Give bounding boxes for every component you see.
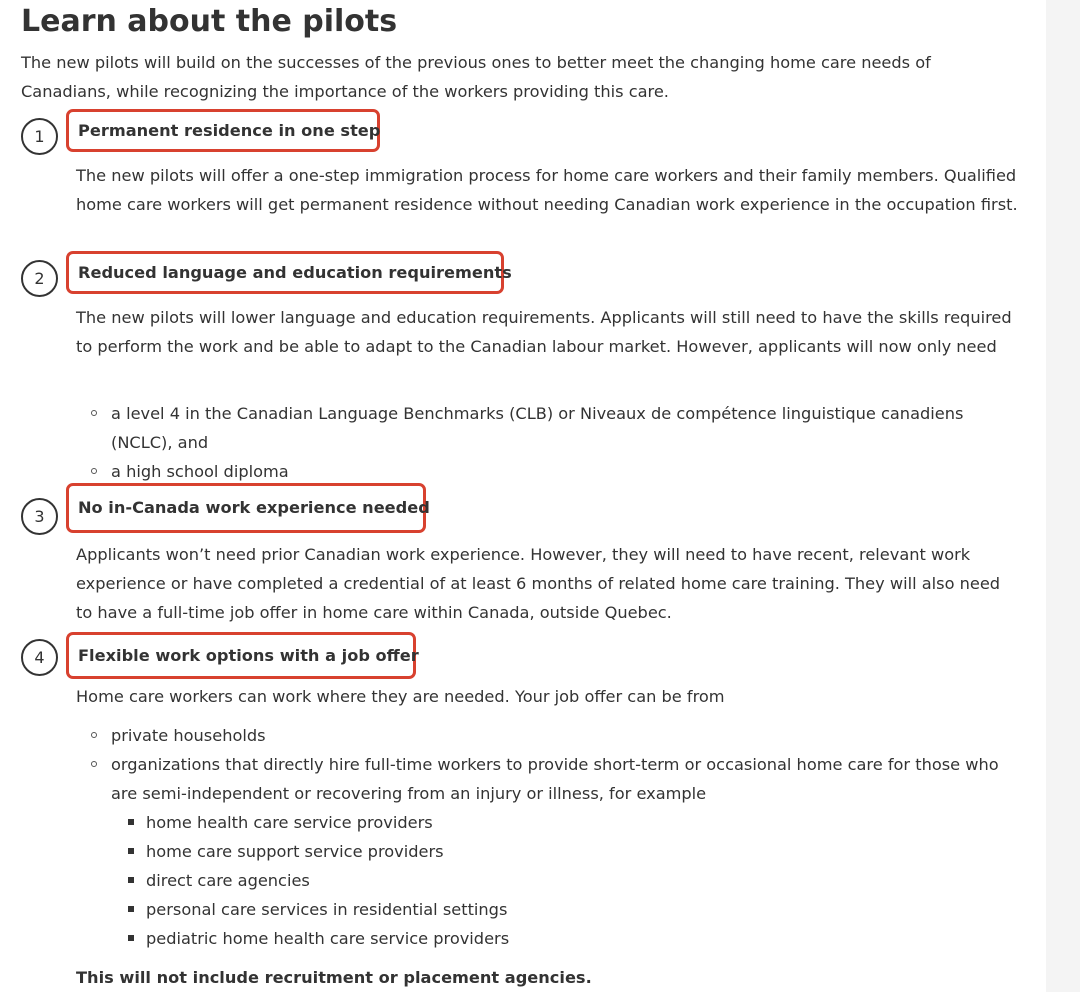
step-number-1: 1 xyxy=(21,118,58,155)
step-number-4: 4 xyxy=(21,639,58,676)
sublist-item-text: home care support service providers xyxy=(146,842,444,861)
section-heading: No in-Canada work experience needed xyxy=(78,498,430,517)
sublist-item xyxy=(111,866,1021,895)
list-item-text: a high school diploma xyxy=(111,462,289,481)
provider-examples-list xyxy=(111,808,1021,953)
sublist-item xyxy=(111,895,1021,924)
step-number-2: 2 xyxy=(21,260,58,297)
list-item xyxy=(76,457,1021,486)
requirements-list xyxy=(76,399,1021,486)
list-item xyxy=(76,750,1021,953)
section-body: The new pilots will offer a one-step immigration process for home care workers and their family members. Qualified home care workers will get permanent residence without needing Canadian work experience in the occupation first. xyxy=(76,166,1018,214)
section-heading-box xyxy=(66,632,419,679)
sublist-item-text: direct care agencies xyxy=(146,871,310,890)
job-offer-list xyxy=(76,721,1021,953)
circle-bullet-icon xyxy=(91,468,97,474)
page-title: Learn about the pilots xyxy=(21,4,398,39)
step-number-3: 3 xyxy=(21,498,58,535)
square-bullet-icon xyxy=(128,819,134,825)
sublist-item xyxy=(111,924,1021,953)
list-item-text: a level 4 in the Canadian Language Benchmarks (CLB) or Niveaux de compétence linguistique canadiens (NCLC), and xyxy=(111,404,964,452)
list-item-text: organizations that directly hire full-time workers to provide short-term or occasional home care for those who are semi-independent or recovering from an injury or illness, for example xyxy=(111,755,999,803)
sublist-item xyxy=(111,837,1021,866)
list-item xyxy=(76,399,1021,457)
square-bullet-icon xyxy=(128,848,134,854)
section-heading-box xyxy=(66,109,380,152)
section-body: Home care workers can work where they are needed. Your job offer can be from xyxy=(76,687,725,706)
section-heading-box xyxy=(66,251,512,294)
section-body: Applicants won’t need prior Canadian work experience. However, they will need to have recent, relevant work experience or have completed a credential of at least 6 months of related home care training. They will also need to have a full-time job offer in home care within Canada, outside Quebec. xyxy=(76,545,1001,622)
circle-bullet-icon xyxy=(91,410,97,416)
sublist-item-text: personal care services in residential settings xyxy=(146,900,508,919)
scrollbar-track[interactable] xyxy=(1046,0,1080,992)
square-bullet-icon xyxy=(128,935,134,941)
sublist-item-text: home health care service providers xyxy=(146,813,433,832)
list-item-text: private households xyxy=(111,726,266,745)
list-item xyxy=(76,721,1021,750)
section-heading: Reduced language and education requirements xyxy=(78,263,512,282)
section-heading: Flexible work options with a job offer xyxy=(78,646,419,665)
section-heading-box xyxy=(66,483,430,533)
sublist-item xyxy=(111,808,1021,837)
section-body: The new pilots will lower language and education requirements. Applicants will still need to have the skills required to perform the work and be able to adapt to the Canadian labour market. However, applicants will now only need xyxy=(76,308,1012,356)
square-bullet-icon xyxy=(128,877,134,883)
square-bullet-icon xyxy=(128,906,134,912)
intro-paragraph: The new pilots will build on the successes of the previous ones to better meet the changing home care needs of Canadians, while recognizing the importance of the workers providing this care. xyxy=(21,53,931,101)
circle-bullet-icon xyxy=(91,761,97,767)
circle-bullet-icon xyxy=(91,732,97,738)
closing-note: This will not include recruitment or placement agencies. xyxy=(76,968,592,987)
page-content xyxy=(20,0,1040,992)
sublist-item-text: pediatric home health care service providers xyxy=(146,929,510,948)
section-heading: Permanent residence in one step xyxy=(78,121,381,140)
